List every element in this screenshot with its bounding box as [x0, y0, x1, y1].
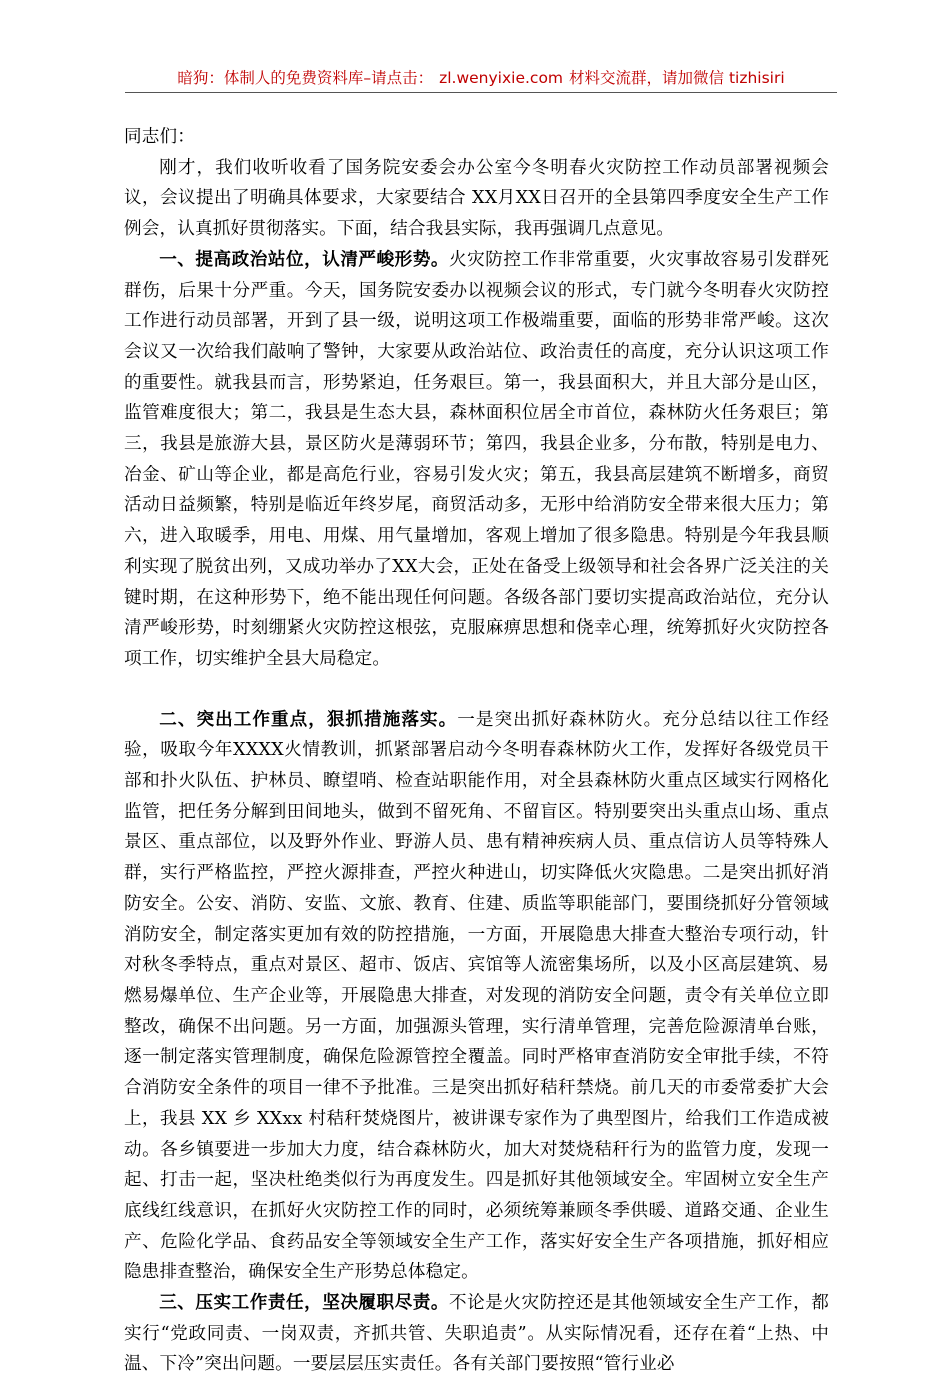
section-2-heading: 二、突出工作重点，狠抓措施落实。: [159, 708, 458, 730]
paragraph-section-2: [124, 705, 829, 1288]
document-body: [124, 122, 829, 1380]
paragraph-intro-text: 刚才，我们收听收看了国务院安委会办公室今冬明春火灾防控工作动员部署视频会议，会议提出了明确具体要求，大家要结合 XX月XX日召开的全县第四季度安全生产工作例会，认真抓好贯彻落实。下面，结合我县实际，我再强调几点意见。: [124, 157, 829, 240]
paragraph-section-1: [124, 245, 829, 675]
header-site-name: 暗狗：体制人的免费资料库: [177, 69, 364, 87]
section-2-text: 一是突出抓好森林防火。充分总结以往工作经验，吸取今年XXXX火情教训，抓紧部署启动今冬明春森林防火工作，发挥好各级党员干部和扑火队伍、护林员、瞭望哨、检查站职能作用，对全县森林防火重点区域实行网格化监管，把任务分解到田间地头，做到不留死角、不留盲区。特别要突出头重点山场、重点景区、重点部位，以及野外作业、野游人员、患有精神疾病人员、重点信访人员等特殊人群，实行严格监控，严控火源排查，严控火种进山，切实降低火灾隐患。二是突出抓好消防安全。公安、消防、安监、文旅、教育、住建、质监等职能部门，要围绕抓好分管领域消防安全，制定落实更加有效的防控措施，一方面，开展隐患大排查大整治专项行动，针对秋冬季特点，重点对景区、超市、饭店、宾馆等人流密集场所，以及小区高层建筑、易燃易爆单位、生产企业等，开展隐患大排查，对发现的消防安全问题，责令有关单位立即整改，确保不出问题。另一方面，加强源头管理，实行清单管理，完善危险源清单台账，逐一制定落实管理制度，确保危险源管控全覆盖。同时严格审查消防安全审批手续，不符合消防安全条件的项目一律不予批准。三是突出抓好秸秆禁烧。前几天的市委常委扩大会上，我县 XX 乡 XXxx 村秸秆焚烧图片，被讲课专家作为了典型图片，给我们工作造成被动。各乡镇要进一步加大力度，结合森林防火，加大对焚烧秸秆行为的监管力度，发现一起、打击一起，坚决杜绝类似行为再度发生。四是抓好其他领域安全。牢固树立安全生产底线红线意识，在抓好火灾防控工作的同时，必须统筹兼顾冬季供暖、道路交通、企业生产、危险化学品、食药品安全等领域安全生产工作，落实好安全生产各项措施，抓好相应隐患排查整治，确保安全生产形势总体稳定。: [124, 709, 829, 1283]
header-wechat-note: 材料交流群，请加微信 tizhisiri: [569, 69, 785, 87]
section-3-text: 不论是火灾防控还是其他领域安全生产工作，都实行“党政同责、一岗双责，齐抓共管、失职追责”。从实际情况看，还存在着“上热、中温、下冷”突出问题。一要层层压实责任。各有关部门要按照“管行业必: [124, 1293, 829, 1375]
section-1-text: 火灾防控工作非常重要，火灾事故容易引发群死群伤，后果十分严重。今天，国务院安委办以视频会议的形式，专门就今冬明春火灾防控工作进行动员部署，开到了县一级，说明这项工作极端重要，面临的形势非常严峻。这次会议又一次给我们敲响了警钟，大家要从政治站位、政治责任的高度，充分认识这项工作的重要性。就我县而言，形势紧迫，任务艰巨。第一，我县面积大，并且大部分是山区，监管难度很大；第二，我县是生态大县，森林面积位居全市首位，森林防火任务艰巨；第三，我县是旅游大县，景区防火是薄弱环节；第四，我县企业多，分布散，特别是电力、冶金、矿山等企业，都是高危行业，容易引发火灾；第五，我县高层建筑不断增多，商贸活动日益频繁，特别是临近年终岁尾，商贸活动多，无形中给消防安全带来很大压力；第六，进入取暖季，用电、用煤、用气量增加，客观上增加了很多隐患。特别是今年我县顺利实现了脱贫出列，又成功举办了XX大会，正处在备受上级领导和社会各界广泛关注的关键时期，在这种形势下，绝不能出现任何问题。各级各部门要切实提高政治站位，充分认清严峻形势，时刻绷紧火灾防控这根弦，克服麻痹思想和侥幸心理，统筹抓好火灾防控各项工作，切实维护全县大局稳定。: [124, 249, 829, 669]
header-url-link[interactable]: zl.wenyixie.com: [439, 69, 564, 87]
paragraph-intro: [124, 153, 829, 245]
section-3-heading: 三、压实工作责任，坚决履职尽责。: [159, 1292, 449, 1314]
paragraph-section-3: [124, 1288, 829, 1380]
section-1-heading: 一、提高政治站位，认清严峻形势。: [159, 248, 449, 270]
header-click-prompt: –请点击：: [363, 69, 434, 87]
watermark-header: [125, 68, 837, 88]
salutation: 同志们：: [124, 127, 195, 147]
header-divider: [125, 92, 837, 93]
